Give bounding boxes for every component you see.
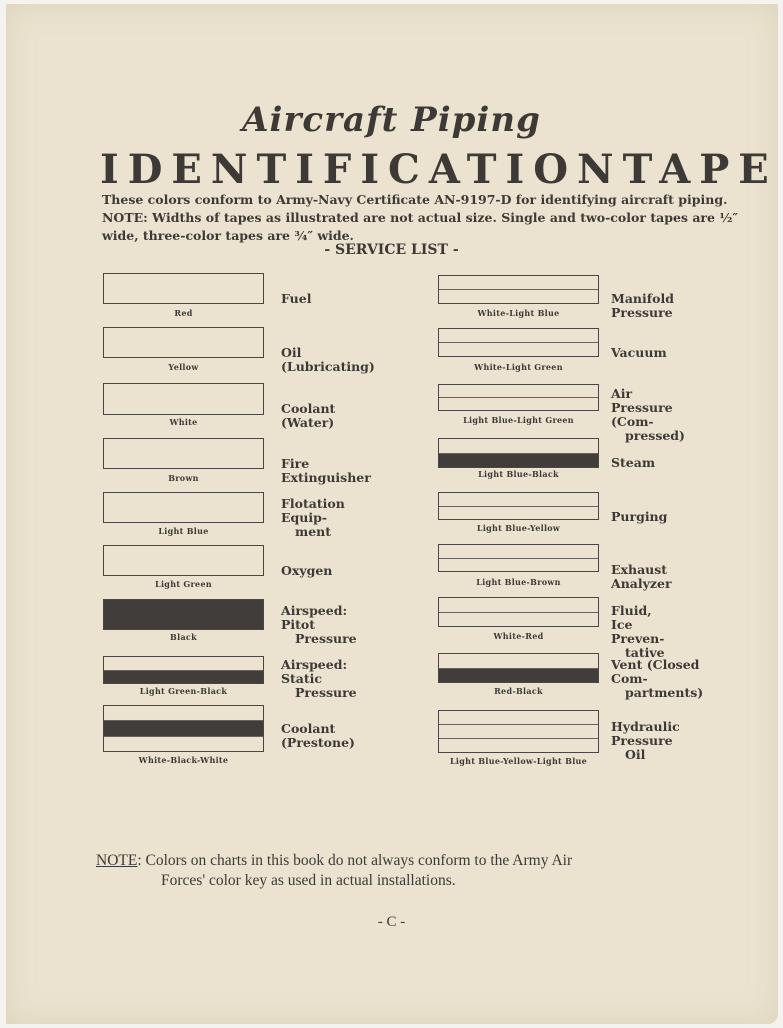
tape-label: Red-Black: [494, 686, 543, 696]
tape-swatch: [438, 275, 599, 304]
tape-label: White-Light Blue: [477, 308, 560, 318]
tape-label: Light Green: [155, 579, 212, 589]
tape-swatch: [103, 545, 264, 576]
tape-label: Light Green-Black: [139, 686, 228, 696]
tape-label: Brown: [168, 473, 199, 483]
main-title-word-1: IDENTIFICATION: [100, 146, 623, 193]
tape-swatch: [103, 492, 264, 523]
tape-label: Red: [174, 308, 193, 318]
service-name: Hydraulic Pressure Oil: [611, 719, 680, 762]
service-name: Airspeed: Pitot Pressure: [281, 603, 357, 646]
main-title: [100, 146, 778, 193]
service-name: Manifold Pressure: [611, 291, 674, 320]
service-name: Oxygen: [281, 563, 333, 578]
service-name: Flotation Equip- ment: [281, 496, 345, 539]
note-keyword: NOTE: [96, 852, 138, 869]
page-number: - C -: [377, 914, 406, 930]
tape-swatch: [438, 438, 599, 468]
tape-label: Light Blue-Black: [478, 469, 559, 479]
intro-line-2: NOTE: Widths of tapes as illustrated are not actual size. Single and two-color tapes are ½″ wide, three-color tapes are ¾″ wide.: [102, 210, 738, 243]
service-name: Airspeed: Static Pressure: [281, 657, 357, 700]
service-name: Purging: [611, 509, 668, 524]
tape-swatch: [438, 384, 599, 411]
service-name: Fire Extinguisher: [281, 456, 371, 485]
footer-note: [96, 851, 742, 891]
service-name: Coolant (Prestone): [281, 721, 355, 750]
note-line-2: Forces' color key as used in actual installations.: [161, 872, 456, 889]
tape-label: White: [169, 417, 198, 427]
service-name: Coolant (Water): [281, 401, 336, 430]
tape-swatch: [103, 383, 264, 415]
intro-line-1: These colors conform to Army-Navy Certificate AN-9197-D for identifying aircraft piping.: [102, 192, 728, 207]
tape-swatch: [103, 273, 264, 304]
tape-swatch: [103, 438, 264, 469]
service-list-heading: - SERVICE LIST -: [324, 242, 459, 258]
service-name: Air Pressure (Com- pressed): [611, 386, 685, 443]
service-name: Vent (Closed Com- partments): [611, 657, 704, 700]
service-name: Steam: [611, 455, 656, 470]
tape-swatch: [103, 656, 264, 684]
service-name: Fuel: [281, 291, 312, 306]
note-line-1: : Colors on charts in this book do not always conform to the Army Air: [137, 852, 573, 869]
tape-swatch: [103, 599, 264, 630]
tape-label: Black: [170, 632, 197, 642]
tape-label: White-Red: [493, 631, 544, 641]
tape-label: Yellow: [168, 362, 199, 372]
tape-label: White-Light Green: [474, 362, 563, 372]
service-name: Fluid, Ice Preven- tative: [611, 603, 665, 660]
tape-swatch: [103, 705, 264, 752]
tape-label: Light Blue-Yellow: [476, 523, 561, 533]
tape-label: White-Black-White: [138, 755, 229, 765]
intro-text: [102, 191, 738, 245]
tape-label: Light Blue-Yellow-Light Blue: [449, 756, 588, 766]
main-title-word-2: TAPE: [622, 146, 778, 193]
tape-label: Light Blue-Light Green: [463, 415, 574, 425]
service-name: Vacuum: [611, 345, 667, 360]
tape-swatch: [438, 492, 599, 520]
tape-swatch: [438, 328, 599, 357]
tape-swatch: [438, 710, 599, 753]
service-name: Oil (Lubricating): [281, 345, 375, 374]
script-title: Aircraft Piping: [242, 100, 541, 140]
tape-label: Light Blue: [158, 526, 209, 536]
tape-swatch: [103, 327, 264, 358]
tape-swatch: [438, 544, 599, 572]
service-name: Exhaust Analyzer: [611, 562, 672, 591]
tape-swatch: [438, 653, 599, 683]
tape-swatch: [438, 597, 599, 627]
tape-label: Light Blue-Brown: [476, 577, 561, 587]
